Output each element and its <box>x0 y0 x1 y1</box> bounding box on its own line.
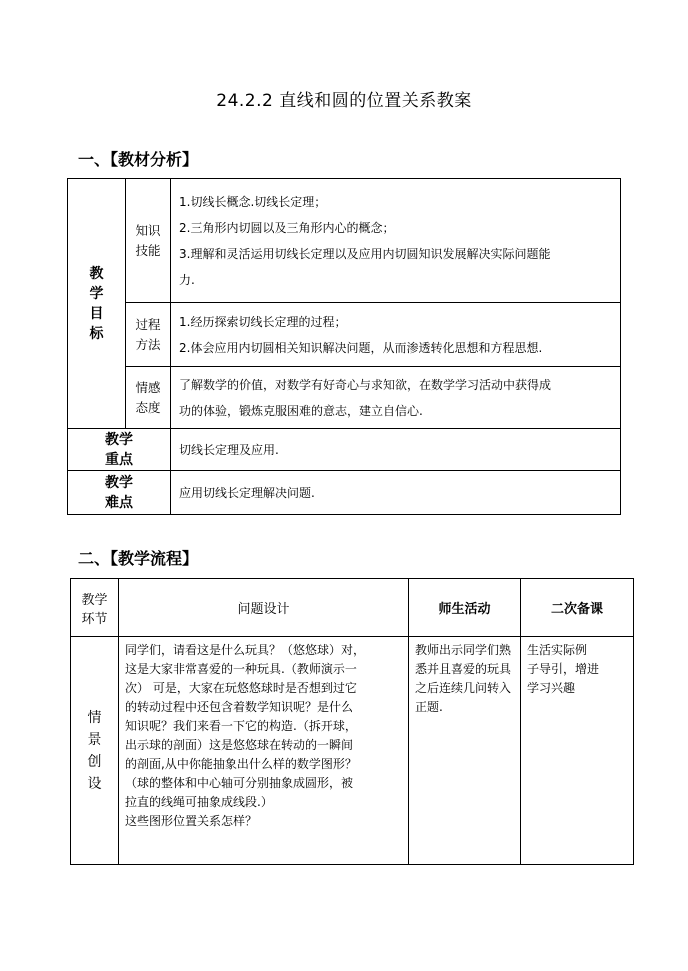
header-activity: 师生活动 <box>409 579 521 637</box>
difficulty-content: 应用切线长定理解决问题. <box>171 471 621 515</box>
process-label: 过程 方法 <box>126 303 171 367</box>
emotion-label: 情感 态度 <box>126 367 171 429</box>
stage-label: 情 景 创 设 <box>71 637 119 865</box>
activity-content: 教师出示同学们熟 悉并且喜爱的玩具 之后连续几问转入 正题. <box>409 637 521 865</box>
design-content: 同学们，请看这是什么玩具？（悠悠球）对， 这是大家非常喜爱的一种玩具.（教师演示一 次） 可是，大家在玩悠悠球时是否想到过它 的转动过程中还包含着数学知识呢？是什么 知识呢？我们来看一下它的构造.（拆开球， 出示球的剖面）这是悠悠球在转动的一瞬间 的剖面,从中你能抽象出什么样的数学图形？ （球的整体和中心轴可分别抽象成圆形，被 拉直的线绳可抽象成线段.） 这些图形位置关系怎样？ <box>119 637 409 865</box>
difficulty-label: 教学 难点 <box>68 471 171 515</box>
section-heading-analysis: 一、【教材分析】 <box>78 150 199 169</box>
process-content: 1.经历探索切线长定理的过程； 2.体会应用内切圆相关知识解决问题，从而渗透转化思想和方程思想. <box>171 303 621 367</box>
flow-table <box>70 578 634 865</box>
header-stage: 教学 环节 <box>71 579 119 637</box>
header-design: 问题设计 <box>119 579 409 637</box>
knowledge-content: 1.切线长概念.切线长定理； 2.三角形内切圆以及三角形内心的概念； 3.理解和灵活运用切线长定理以及应用内切圆知识发展解决实际问题能 力. <box>171 179 621 303</box>
goals-label: 教 学 目 标 <box>68 179 126 429</box>
header-notes: 二次备课 <box>521 579 634 637</box>
emotion-content: 了解数学的价值，对数学有好奇心与求知欲，在数学学习活动中获得成 功的体验，锻炼克服困难的意志，建立自信心. <box>171 367 621 429</box>
analysis-table <box>67 178 621 515</box>
key-point-label: 教学 重点 <box>68 429 171 471</box>
knowledge-label: 知识 技能 <box>126 179 171 303</box>
notes-content: 生活实际例 子导引，增进 学习兴趣 <box>521 637 634 865</box>
key-point-content: 切线长定理及应用. <box>171 429 621 471</box>
page-title: 24.2.2 直线和圆的位置关系教案 <box>216 91 472 111</box>
section-heading-flow: 二、【教学流程】 <box>78 549 199 568</box>
